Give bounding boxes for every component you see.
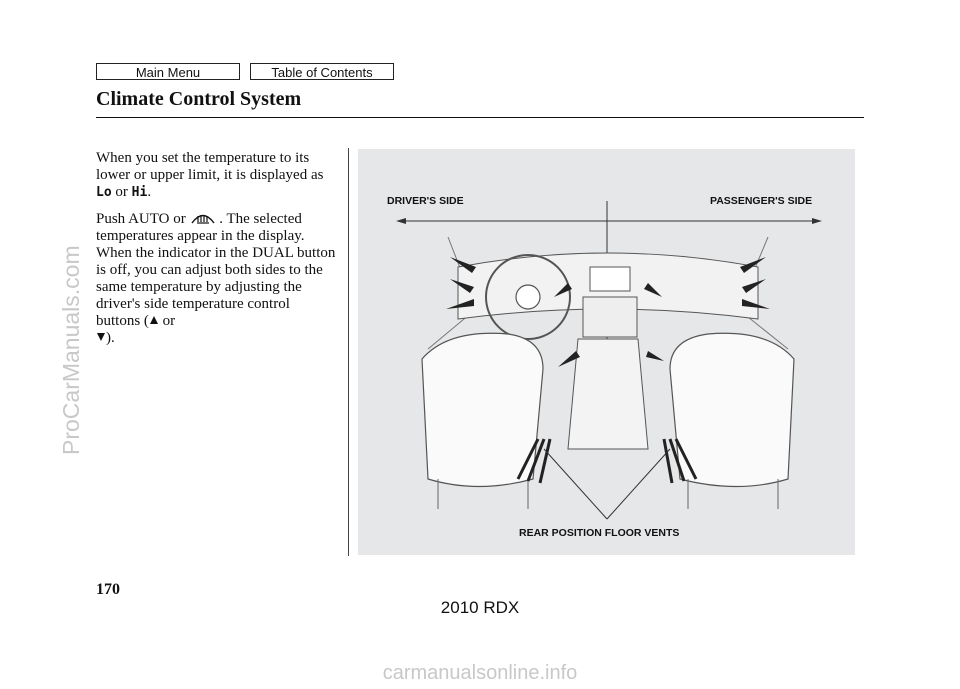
column-divider <box>348 148 349 556</box>
drivers-side-label: DRIVER'S SIDE <box>387 195 464 207</box>
main-menu-button[interactable]: Main Menu <box>96 63 240 80</box>
header-rule <box>96 117 864 118</box>
triangle-up-icon <box>149 315 159 325</box>
text-line: When you set the temperature to its <box>96 150 310 166</box>
paragraph-auto <box>96 211 336 347</box>
model-name: 2010 RDX <box>440 598 520 617</box>
text-push-auto: Push AUTO or <box>96 211 186 227</box>
text-line: lower or upper limit, it is displayed as <box>96 167 324 183</box>
section-title: Climate Control System <box>96 88 302 110</box>
rear-floor-vents-label: REAR POSITION FLOOR VENTS <box>519 527 680 539</box>
car-interior-illustration <box>358 149 855 555</box>
side-watermark: ProCarManuals.com <box>58 245 84 455</box>
hi-display-glyph: Hi <box>131 185 148 200</box>
text-end: ). <box>106 330 115 346</box>
text-or: or <box>115 184 128 200</box>
interior-vents-figure <box>358 149 855 555</box>
text-or: or <box>162 313 176 329</box>
page-number: 170 <box>96 581 120 598</box>
bottom-watermark: carmanualsonline.info <box>382 662 578 684</box>
lo-display-glyph: Lo <box>96 185 112 200</box>
defrost-icon <box>190 211 216 224</box>
body-text <box>96 150 336 357</box>
paragraph-limit <box>96 150 336 201</box>
text-selected: . The selected <box>219 211 302 227</box>
passengers-side-label: PASSENGER'S SIDE <box>710 195 813 207</box>
triangle-down-icon <box>96 332 106 342</box>
text-body: temperatures appear in the display. When the indicator in the DUAL button is off, you can adjust both sides to the same temperature by adjusting the driver's side temperature control buttons ( <box>96 228 336 329</box>
table-of-contents-button[interactable]: Table of Contents <box>250 63 394 80</box>
text-end: . <box>147 184 152 200</box>
